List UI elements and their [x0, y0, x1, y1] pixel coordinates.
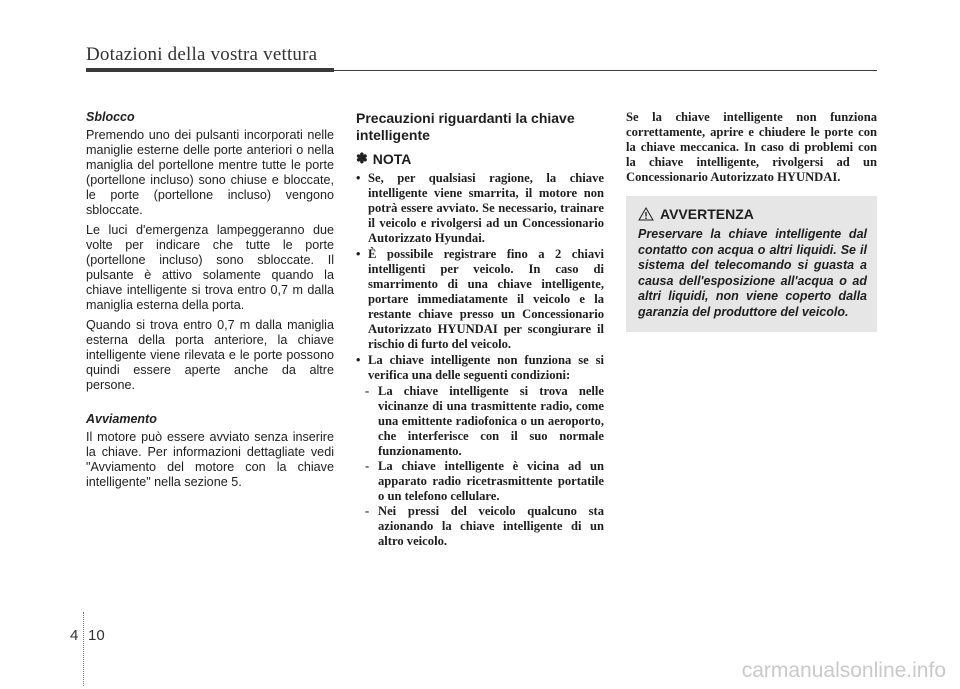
section-number: 4: [70, 627, 79, 644]
column-middle: [356, 110, 604, 549]
page-header-title: Dotazioni della vostra vettura: [86, 44, 318, 65]
warning-box: [626, 196, 877, 332]
paragraph: Le luci d'emergenza lampeggeranno due volte per indicare che tutte le porte (portellone incluso) sono sbloccate. Il pulsante è attivo solamente quando la chiave intelligente si trova entro 0,7 m dalla maniglia esterna della porta.: [86, 223, 334, 312]
subheading-sblocco: Sblocco: [86, 110, 135, 124]
sub-list-item: [356, 384, 604, 459]
paragraph: Quando si trova entro 0,7 m dalla maniglia esterna della porta anteriore, la chiave intelligente viene rilevata e le porte possono quindi essere aperte anche da altre persone.: [86, 318, 334, 392]
list-item-text: Se, per qualsiasi ragione, la chiave intelligente viene smarrita, il motore non potrà essere avviato. Se necessario, trainare il veicolo e rivolgersi ad un Concessionario Autorizzato Hyundai.: [368, 171, 604, 245]
list-item-text: È possibile registrare fino a 2 chiavi intelligenti per veicolo. In caso di smarrimento di una chiave intelligente, portare immediatamente il veicolo e la restante chiave presso un Concessionario Autorizzato HYUNDAI per scongiurare il rischio di furto del veicolo.: [368, 247, 604, 351]
header-rule: [86, 68, 334, 72]
warning-label: AVVERTENZA: [660, 206, 754, 222]
header-rule-thin: [334, 70, 877, 71]
sub-list-item-text: Nei pressi del veicolo qualcuno sta azionando la chiave intelligente di un altro veicolo.: [378, 504, 604, 548]
bullet-icon: •: [356, 353, 361, 367]
warning-heading: [638, 206, 867, 222]
paragraph: Premendo uno dei pulsanti incorporati nelle maniglie esterne delle porte anteriori o nella maniglia del portellone mentre tutte le porte (portellone incluso) sono chiuse e bloccate, le porte (portellone incluso) vengono sbloccate.: [86, 128, 334, 217]
page-number: 10: [88, 627, 105, 644]
page-number-divider: [83, 612, 84, 686]
list-item-text: La chiave intelligente non funziona se si verifica una delle seguenti condizioni:: [368, 353, 604, 382]
sub-list-item-text: La chiave intelligente si trova nelle vicinanze di una trasmittente radio, come una emittente radiofonica o un aeroporto, che interferisce con il suo normale funzionamento.: [378, 384, 604, 458]
column-left: [86, 110, 334, 495]
column-right: [626, 110, 877, 332]
section-title: Precauzioni riguardanti la chiave intelligente: [356, 110, 575, 143]
note-star-icon: ✽: [356, 150, 368, 166]
note-label: NOTA: [372, 150, 412, 167]
paragraph: Se la chiave intelligente non funziona correttamente, aprire e chiudere le porte con la chiave meccanica. In caso di problemi con la chiave intelligente, rivolgersi ad un Concessionario Autorizzato HYUNDAI.: [626, 110, 877, 184]
note-heading: [356, 150, 604, 167]
list-item: [356, 353, 604, 383]
list-item: [356, 171, 604, 246]
dash-icon: -: [365, 384, 370, 398]
dash-icon: -: [365, 459, 370, 473]
subheading-avviamento: Avviamento: [86, 412, 157, 426]
paragraph: Il motore può essere avviato senza inserire la chiave. Per informazioni dettagliate vedi "Avviamento del motore con la chiave intelligente" nella sezione 5.: [86, 430, 334, 489]
bullet-icon: •: [356, 171, 361, 185]
dash-icon: -: [365, 504, 370, 518]
list-item: [356, 247, 604, 352]
watermark: carmanualsonline.info: [741, 659, 946, 682]
warning-text: Preservare la chiave intelligente dal contatto con acqua o altri liquidi. Se il sistema del telecomando si guasta a causa dell'esposizione all'acqua o ad altri liquidi, non viene coperto dalla garanzia del produttore del veicolo.: [638, 227, 867, 319]
warning-triangle-icon: [638, 207, 654, 221]
sub-list-item-text: La chiave intelligente è vicina ad un apparato radio ricetrasmittente portatile o un telefono cellulare.: [378, 459, 604, 503]
sub-list-item: [356, 459, 604, 504]
bullet-icon: •: [356, 247, 361, 261]
sub-list-item: [356, 504, 604, 549]
